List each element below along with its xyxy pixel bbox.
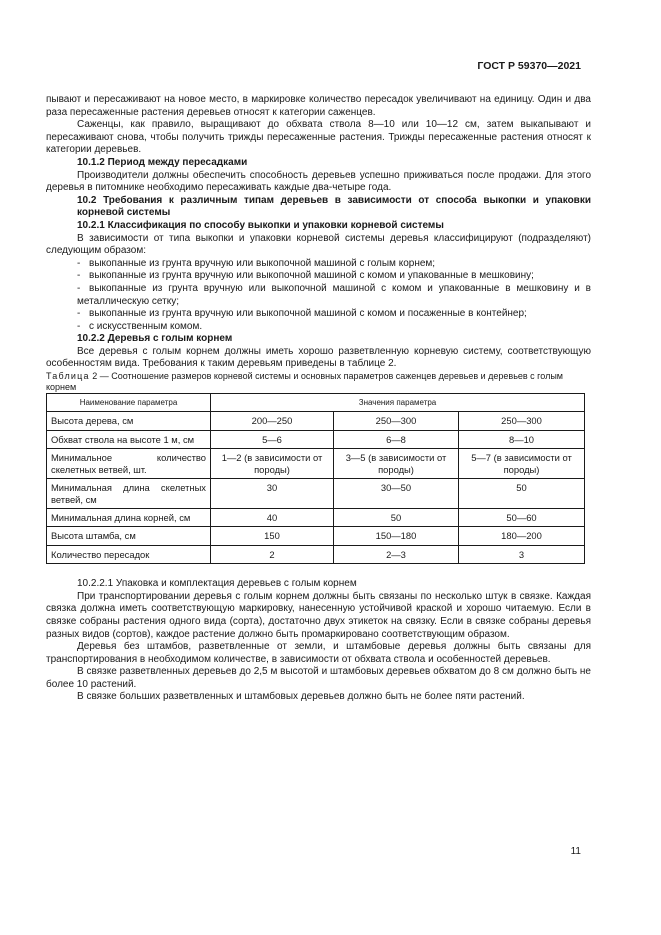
cell-value: 1—2 (в зависимости от породы) — [211, 449, 334, 479]
paragraph: Деревья без штамбов, разветвленные от земли, и штамбовые деревья должны быть связаны для транспортирования в необходимом количестве, в зависимости от обхвата ствола и особенностей деревьев. — [46, 641, 591, 665]
cell-value: 40 — [211, 508, 334, 526]
paragraph: В связке разветвленных деревьев до 2,5 м высотой и штамбовых деревьев обхватом до 8 см должно быть не более 10 растений. — [46, 666, 591, 690]
cell-parameter: Количество пересадок — [47, 545, 211, 563]
cell-parameter: Высота штамба, см — [47, 527, 211, 545]
cell-parameter: Минимальная длина скелетных ветвей, см — [47, 479, 211, 509]
table-caption-text: 2 — Соотношение размеров корневой системы и основных параметров саженцев деревьев и деревьев с голым корнем — [46, 371, 563, 393]
paragraph: При транспортировании деревья с голым корнем должны быть связаны по несколько штук в связке. Каждая связка должна иметь соответствующую маркировку, нанесенную устойчивой краской и хорошо читаемую. Если в связке собраны растения одного вида (сорта), достаточно двух этикеток на связку. Если в связке собраны деревья разных видов (сортов), каждое растение должно быть промаркировано соответствующим образом. — [46, 590, 591, 640]
standard-code: ГОСТ Р 59370—2021 — [477, 60, 581, 72]
table-row — [47, 430, 585, 448]
cell-value: 5—6 — [211, 430, 334, 448]
section-heading: 10.2 Требования к различным типам деревьев в зависимости от способа выкопки и упаковки корневой системы — [77, 194, 591, 219]
cell-value: 150 — [211, 527, 334, 545]
parameters-table — [46, 393, 585, 564]
table-caption — [46, 371, 591, 393]
cell-parameter: Обхват ствола на высоте 1 м, см — [47, 430, 211, 448]
paragraph: Саженцы, как правило, выращивают до обхвата ствола 8—10 или 10—12 см, затем выкапывают и пересаживают снова, чтобы получить трижды пересаженные растения. Трижды пересаженные растения относят к категории деревьев. — [46, 119, 591, 156]
paragraph: Все деревья с голым корнем должны иметь хорошо разветвленную корневую систему, соответствующую особенностям вида. Требования к таким деревьям приведены в таблице 2. — [46, 345, 591, 370]
section-heading: 10.1.2 Период между пересадками — [77, 156, 248, 168]
cell-value: 250—300 — [334, 412, 459, 430]
section-heading: 10.2.2.1 Упаковка и комплектация деревьев с голым корнем — [77, 578, 357, 590]
section-heading: 10.2.1 Классификация по способу выкопки и упаковки корневой системы — [77, 219, 444, 231]
paragraph: пывают и пересаживают на новое место, в маркировке количество пересадок увеличивают на единицу. Один и два раза пересаженные растения деревьев относят к категории саженцев. — [46, 94, 591, 118]
cell-value: 2—3 — [334, 545, 459, 563]
table-row — [47, 508, 585, 526]
cell-parameter: Минимальное количество скелетных ветвей, шт. — [47, 449, 211, 479]
table-caption-label: Таблица — [46, 371, 90, 382]
table-row — [47, 412, 585, 430]
document-body — [46, 94, 591, 704]
paragraph: Производители должны обеспечить способность деревьев успешно приживаться после продажи. Для этого деревья в питомнике необходимо пересаживать каждые два-четыре года. — [46, 169, 591, 194]
cell-value: 180—200 — [459, 527, 585, 545]
cell-value: 2 — [211, 545, 334, 563]
paragraph: В связке больших разветвленных и штамбовых деревьев должно быть не более пяти растений. — [77, 691, 525, 703]
cell-value: 3 — [459, 545, 585, 563]
paragraph: В зависимости от типа выкопки и упаковки корневой системы деревья классифицируют (подразделяют) следующим образом: — [46, 232, 591, 257]
table-header-row — [47, 394, 585, 412]
section-heading: 10.2.2 Деревья с голым корнем — [77, 333, 233, 345]
cell-value: 200—250 — [211, 412, 334, 430]
cell-parameter: Высота дерева, см — [47, 412, 211, 430]
cell-value: 6—8 — [334, 430, 459, 448]
table-row — [47, 479, 585, 509]
cell-value: 50 — [459, 479, 585, 509]
cell-value: 150—180 — [334, 527, 459, 545]
list-item: - выкопанные из грунта вручную или выкопочной машиной с комом и упакованные в мешковину и в металлическую сетку; — [77, 282, 591, 307]
page-number: 11 — [570, 846, 581, 857]
list-item: - выкопанные из грунта вручную или выкопочной машиной с комом и посаженные в контейнер; — [77, 308, 527, 320]
cell-value: 5—7 (в зависимости от породы) — [459, 449, 585, 479]
header-parameter: Наименование параметра — [47, 394, 211, 412]
cell-value: 3—5 (в зависимости от породы) — [334, 449, 459, 479]
cell-value: 30—50 — [334, 479, 459, 509]
cell-value: 50—60 — [459, 508, 585, 526]
cell-value: 50 — [334, 508, 459, 526]
table-row — [47, 545, 585, 563]
list-item: - выкопанные из грунта вручную или выкопочной машиной с комом и упакованные в мешковину; — [77, 270, 534, 282]
cell-value: 8—10 — [459, 430, 585, 448]
list-item: - с искусственным комом. — [77, 320, 203, 332]
list-item: - выкопанные из грунта вручную или выкопочной машиной с голым корнем; — [77, 257, 436, 269]
cell-value: 250—300 — [459, 412, 585, 430]
cell-value: 30 — [211, 479, 334, 509]
cell-parameter: Минимальная длина корней, см — [47, 508, 211, 526]
table-row — [47, 527, 585, 545]
table-row — [47, 449, 585, 479]
header-values: Значения параметра — [211, 394, 585, 412]
